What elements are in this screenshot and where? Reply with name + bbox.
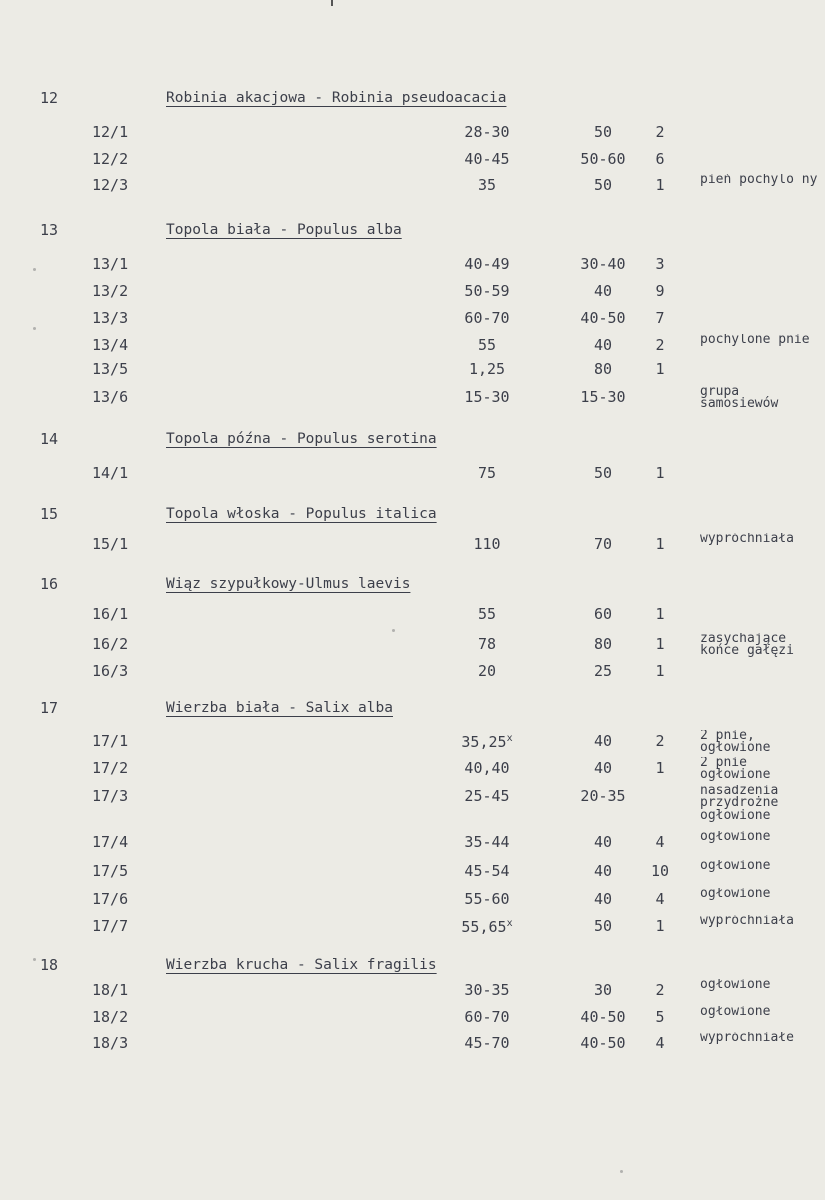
tree-count: 1 [655,662,665,680]
row-note: grupa samosiewów [700,386,779,411]
tree-count: 4 [655,890,665,908]
trunk-diameter [437,257,537,272]
top-edge-mark [331,0,333,6]
tree-height: 50-60 [580,150,626,168]
trunk-diameter [437,664,537,679]
trunk-diameter [437,362,537,377]
row-code: 17/5 [92,862,129,880]
species-title: Topola późna - Populus serotina [166,431,437,447]
row-code: 16/3 [92,662,129,680]
row-code: 18/2 [92,1008,129,1026]
row-code: 12/1 [92,123,129,141]
group-number: 13 [40,221,59,239]
diameter-value: 60-70 [464,1008,510,1026]
row-note: wypróchniała [700,533,794,546]
trunk-diameter [437,1010,537,1025]
paper-speck [620,1170,623,1173]
trunk-diameter [437,178,537,193]
row-code: 13/2 [92,282,129,300]
row-code: 17/3 [92,787,129,805]
row-code: 16/2 [92,635,129,653]
tree-height: 40-50 [580,1008,626,1026]
diameter-mark: x [506,918,513,929]
tree-height: 80 [593,635,613,653]
diameter-value: 55-60 [464,890,510,908]
tree-height: 40 [593,833,613,851]
trunk-diameter [437,761,537,776]
row-note: pień pochylo ny [700,174,818,187]
tree-height: 50 [593,917,613,935]
diameter-value: 55 [477,336,497,354]
trunk-diameter [437,734,537,750]
tree-height: 80 [593,360,613,378]
row-note: wypróchniałe [700,1032,794,1045]
tree-count: 10 [650,862,670,880]
tree-height: 15-30 [580,388,626,406]
row-note: ogłowione [700,831,771,844]
row-code: 17/6 [92,890,129,908]
species-title: Wierzba krucha - Salix fragilis [166,957,437,973]
tree-height: 40 [593,732,613,750]
tree-height: 40 [593,759,613,777]
species-title: Robinia akacjowa - Robinia pseudoacacia [166,90,507,106]
row-code: 17/1 [92,732,129,750]
trunk-diameter [437,919,537,935]
trunk-diameter [437,892,537,907]
row-code: 17/2 [92,759,129,777]
row-code: 17/4 [92,833,129,851]
row-note: pochylone pnie [700,334,810,347]
tree-count: 4 [655,833,665,851]
row-code: 18/1 [92,981,129,999]
group-number: 15 [40,505,59,523]
tree-count: 1 [655,360,665,378]
diameter-value: 110 [473,535,501,553]
species-title: Topola włoska - Populus italica [166,506,437,522]
diameter-value: 45-70 [464,1034,510,1052]
tree-height: 40 [593,282,613,300]
tree-count: 2 [655,732,665,750]
tree-height: 50 [593,123,613,141]
row-note: ogłowione [700,888,771,901]
diameter-value: 40-49 [464,255,510,273]
tree-height: 40-50 [580,1034,626,1052]
row-code: 15/1 [92,535,129,553]
tree-height: 40 [593,336,613,354]
tree-height: 40 [593,862,613,880]
tree-height: 30-40 [580,255,626,273]
trunk-diameter [437,789,537,804]
diameter-value: 30-35 [464,981,510,999]
row-code: 13/1 [92,255,129,273]
group-number: 18 [40,956,59,974]
diameter-value: 1,25 [468,360,506,378]
row-code: 13/4 [92,336,129,354]
row-note: ogłowione [700,979,771,992]
tree-height: 40-50 [580,309,626,327]
diameter-value: 55,65 [461,918,507,936]
tree-count: 2 [655,336,665,354]
tree-count: 1 [655,535,665,553]
row-code: 13/5 [92,360,129,378]
trunk-diameter [437,983,537,998]
diameter-value: 35-44 [464,833,510,851]
tree-count: 4 [655,1034,665,1052]
row-note: zasychające końce gałęzi [700,633,794,658]
species-title: Topola biała - Populus alba [166,222,402,238]
tree-height: 40 [593,890,613,908]
trunk-diameter [437,390,537,405]
trunk-diameter [437,466,537,481]
paper-speck [392,629,395,632]
tree-count: 3 [655,255,665,273]
row-note: nasadzenia przydrożne ogłowione [700,785,779,823]
row-note: ogłowione [700,860,771,873]
diameter-value: 45-54 [464,862,510,880]
tree-height: 25 [593,662,613,680]
diameter-value: 40,40 [464,759,510,777]
row-code: 16/1 [92,605,129,623]
tree-count: 9 [655,282,665,300]
tree-count: 1 [655,635,665,653]
tree-count: 1 [655,176,665,194]
tree-height: 50 [593,176,613,194]
tree-count: 1 [655,917,665,935]
diameter-value: 60-70 [464,309,510,327]
diameter-value: 75 [477,464,497,482]
trunk-diameter [437,607,537,622]
tree-count: 1 [655,759,665,777]
paper-speck [33,958,36,961]
tree-height: 30 [593,981,613,999]
trunk-diameter [437,125,537,140]
species-title: Wiąz szypułkowy-Ulmus laevis [166,576,411,592]
tree-height: 50 [593,464,613,482]
group-number: 16 [40,575,59,593]
row-code: 13/6 [92,388,129,406]
diameter-value: 15-30 [464,388,510,406]
row-code: 12/3 [92,176,129,194]
row-code: 17/7 [92,917,129,935]
tree-count: 2 [655,981,665,999]
row-code: 14/1 [92,464,129,482]
trunk-diameter [437,1036,537,1051]
tree-count: 7 [655,309,665,327]
diameter-value: 28-30 [464,123,510,141]
diameter-value: 25-45 [464,787,510,805]
tree-count: 6 [655,150,665,168]
row-code: 12/2 [92,150,129,168]
trunk-diameter [437,152,537,167]
row-code: 13/3 [92,309,129,327]
row-note: 2 pnie, ogłowione [700,730,771,755]
tree-count: 5 [655,1008,665,1026]
tree-height: 20-35 [580,787,626,805]
tree-height: 70 [593,535,613,553]
tree-height: 60 [593,605,613,623]
diameter-value: 35 [477,176,497,194]
diameter-value: 50-59 [464,282,510,300]
trunk-diameter [437,338,537,353]
trunk-diameter [437,835,537,850]
row-code: 18/3 [92,1034,129,1052]
diameter-value: 55 [477,605,497,623]
paper-speck [33,268,36,271]
trunk-diameter [437,311,537,326]
paper-speck [33,327,36,330]
diameter-mark: x [506,733,513,744]
diameter-value: 20 [477,662,497,680]
species-title: Wierzba biała - Salix alba [166,700,393,716]
row-note: ogłowione [700,1006,771,1019]
tree-count: 2 [655,123,665,141]
trunk-diameter [437,864,537,879]
tree-count: 1 [655,464,665,482]
group-number: 14 [40,430,59,448]
trunk-diameter [437,637,537,652]
row-note: 2 pnie ogłowione [700,757,771,782]
group-number: 17 [40,699,59,717]
tree-count: 1 [655,605,665,623]
row-note: wypróchniała [700,915,794,928]
diameter-value: 78 [477,635,497,653]
diameter-value: 40-45 [464,150,510,168]
trunk-diameter [437,537,537,552]
group-number: 12 [40,89,59,107]
diameter-value: 35,25 [461,733,507,751]
trunk-diameter [437,284,537,299]
